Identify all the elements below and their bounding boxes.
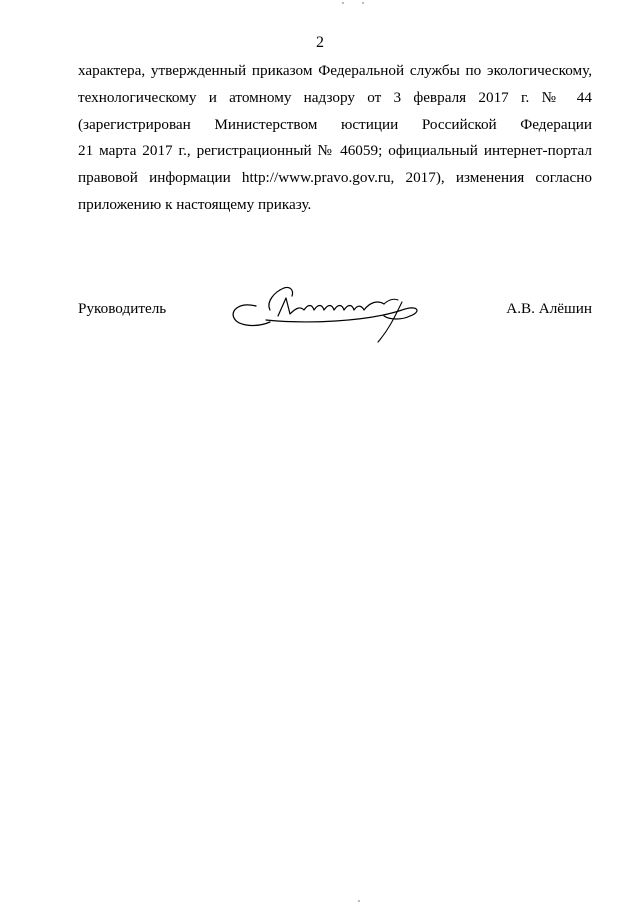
body-paragraph (78, 58, 592, 219)
body-line: характера, утвержденный приказом Федеральной службы по экологическому, (78, 62, 592, 79)
body-line-last: приложению к настоящему приказу. (78, 195, 312, 213)
scan-speck (362, 2, 364, 4)
body-line: (зарегистрирован Министерством юстиции Российской Федерации (78, 115, 592, 133)
signatory-name: А.В. Алёшин (506, 300, 592, 317)
body-line: 21 марта 2017 г., регистрационный № 46059; официальный интернет-портал (78, 142, 592, 160)
body-line: технологическому и атомному надзору от 3 февраля 2017 г. № 44 (78, 88, 592, 106)
body-line: правовой информации http://www.pravo.gov.ru, 2017), изменения согласно (78, 169, 592, 187)
signatory-title: Руководитель (78, 300, 167, 317)
scan-speck (342, 2, 344, 4)
scan-speck (358, 900, 360, 902)
handwritten-signature (226, 280, 426, 344)
page-number: 2 (316, 34, 324, 51)
